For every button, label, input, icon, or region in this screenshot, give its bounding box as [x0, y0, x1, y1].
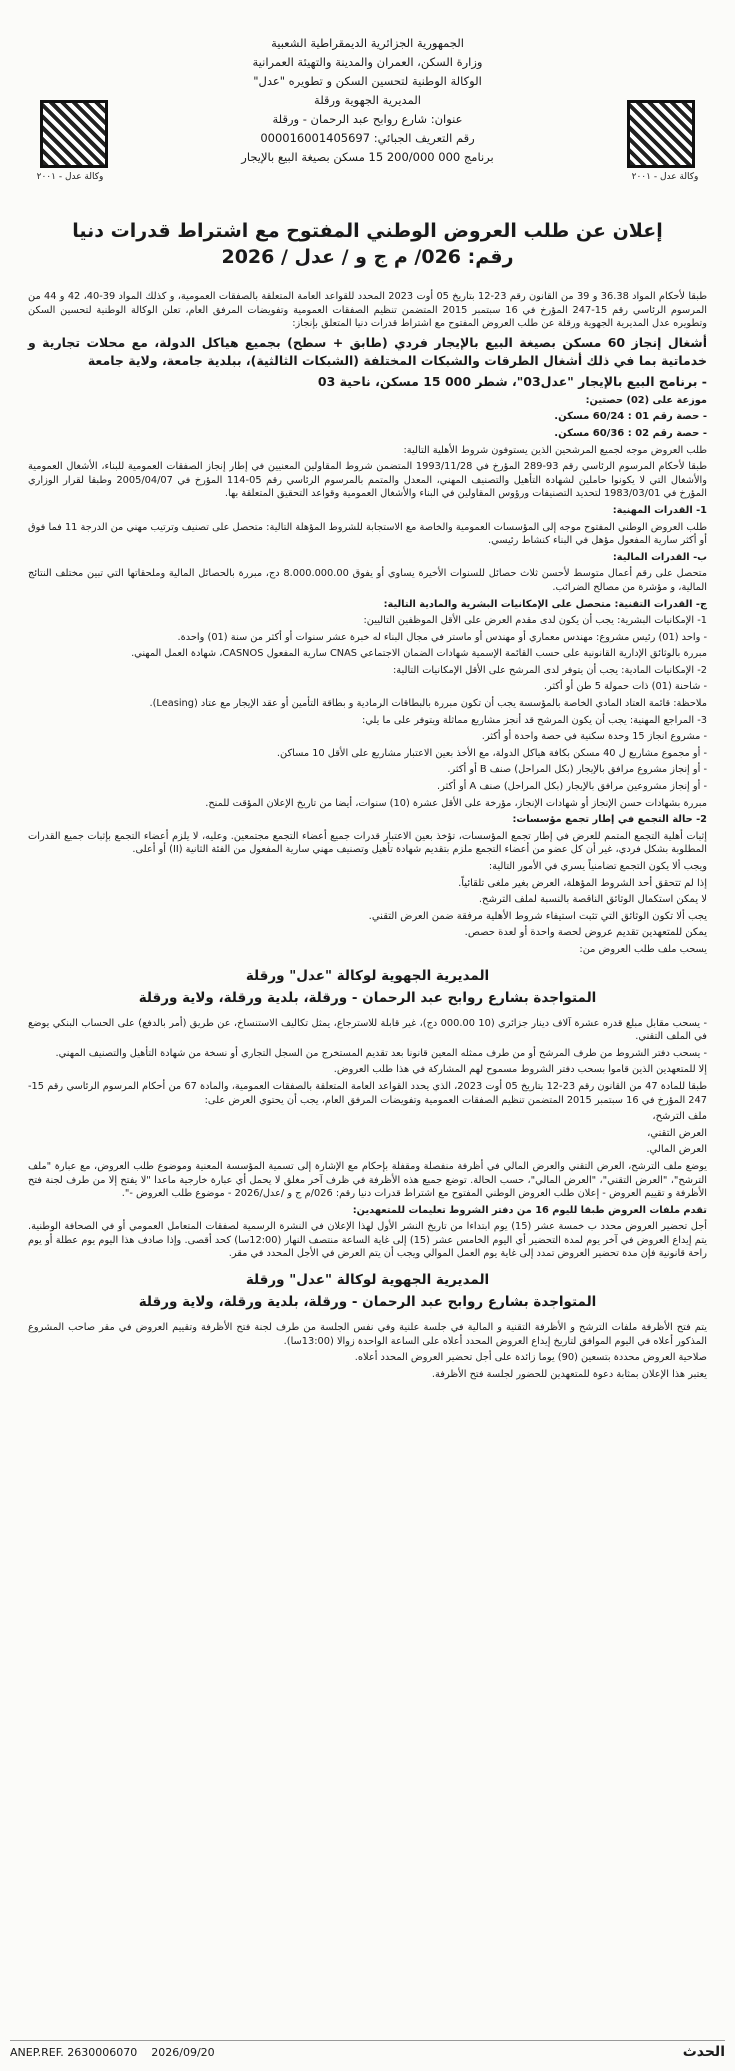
technical-title: ج- القدرات التقنية: متحصل على الإمكانيات البشرية والمادية التالية:	[383, 598, 707, 610]
withdraw-line: يسحب ملف طلب العروض من:	[579, 943, 707, 955]
document-item: العرض التقني،	[647, 1127, 707, 1139]
header-line: المديرية الجهوية ورقلة	[314, 93, 421, 107]
project-description: أشغال إنجاز 60 مسكن بصيغة البيع بالإيجار فردي (طابق + سطح) بجميع هياكل الدولة، مع محلات تجارية و خدماتية بما في ذلك أشغال الطرقات والشبكات المختلفة (الشبكات الثالثية)، ببلدية جامعة، ولاية جامعة	[28, 334, 707, 368]
agency-logo-right	[627, 100, 695, 168]
address-block-2	[28, 1269, 707, 1313]
address-line: المديرية الجهوية لوكالة "عدل" ورقلة	[245, 1272, 490, 1289]
technical-item: - أو مجموع مشاريع ل 40 مسكن بكافة هياكل الدولة، مع الأخذ بعين الاعتبار مشاريع على الأقل 10 مساكن.	[276, 747, 707, 759]
payment-item: - يسحب دفتر الشروط من طرف المرشح أو من طرف ممثله المعين قانونا بعد تقديم المستخرج من السجل التجاري أو نسخة من شهادة التأهيل والتصنيف المهني.	[55, 1047, 707, 1059]
exclusions-intro: ويجب ألا يكون التجمع تضامنياً يسري في الأمور التالية:	[488, 861, 707, 872]
financial-text: متحصل على رقم أعمال متوسط لأحسن ثلاث حصائل للسنوات الأخيرة يساوي أو يفوق 8.000.000.00 دج، مبررة بالحصائل المالية وملحقاتها التي تبين مختلف النتائج المالية، و مؤشرة من مصالح الضرائب.	[28, 568, 707, 593]
capacity-text: طلب العروض الوطني المفتوح موجه إلى المؤسسات العمومية والخاصة مع الاستجابة للشروط المؤهلة التالية: متحصل على تصنيف وترتيب مهني من الدرجة 11 فما فوق أو أكثر سارية المفعول مؤهل في البناء كنشاط رئيسي.	[28, 521, 707, 547]
logo-caption-right: وكالة عدل - ٢٠٠١	[631, 172, 699, 182]
technical-item: 2- الإمكانيات المادية: يجب أن يتوفر لدى المرشح على الأقل الإمكانيات التالية:	[392, 664, 707, 676]
intro-paragraph: طبقا لأحكام المواد 36.38 و 39 من القانون رقم 23-12 بتاريخ 05 أوت 2023 المحدد للقواعد العامة المتعلقة بالصفقات العمومية، و كذلك المواد 39-40، 42 و 44 من المرسوم الرئاسي رقم 15-247 المؤرخ في 16 سبتمبر 2015 المتضمن تنظيم الصفقات العمومية وتفويضات المرفق العام، تعلن الوكالة الوطنية لتحسين السكن وتطويره عدل المديرية الجهوية ورقلة عن طلب العروض المفتوح مع اشتراط قدرات دنيا المتعلق بإنجاز:	[28, 291, 708, 330]
document-item: العرض المالي.	[646, 1144, 707, 1156]
technical-item: مبررة بالوثائق الإدارية القانونية على حسب القائمة الإسمية شهادات الضمان الاجتماعي CNAS سارية المفعول CASNOS، شهادة العمل المهني.	[131, 648, 707, 660]
validity-text: صلاحية العروض محددة بتسعين (90) يوما زائدة على أجل تحضير العروض المحدد أعلاه.	[354, 1352, 707, 1364]
lot-item: - حصة رقم 02 : 60/36 مسكن.	[554, 427, 707, 439]
opening-text: يتم فتح الأظرفة ملفات الترشح و الأظرفة التقنية و المالية في جلسة علنية وفي نفس الجلسة من طرف لجنة فتح الأظرفة وتقييم العروض في مقر صاحب المشروع المذكور أعلاه في اليوم الموافق لتاريخ إيداع العروض المحدد أعلاه على الساعة الواحدة زوالا (13:00سا).	[28, 1322, 707, 1347]
technical-item: 3- المراجع المهنية: يجب أن يكون المرشح قد أنجز مشاريع مماثلة ويتوفر على ما يلي:	[361, 714, 707, 726]
exclusion-item: يمكن للمتعهدين تقديم عروض لحصة واحدة أو لعدة حصص.	[464, 927, 707, 939]
title-line-1: إعلان عن طلب العروض الوطني المفتوح مع اشتراط قدرات دنيا	[72, 220, 663, 242]
financial-title: ب- القدرات المالية:	[612, 551, 707, 563]
exclusion-item: لا يمكن استكمال الوثائق الناقصة بالنسبة لملف الترشح.	[478, 894, 707, 906]
logo-caption-left: وكالة عدل - ٢٠٠١	[36, 172, 104, 182]
header-block	[150, 34, 585, 167]
technical-item: - أو إنجاز مشروع مرافق بالإيجار (بكل المراحل) صنف B أو أكثر.	[447, 764, 707, 776]
technical-item: - شاحنة (01) ذات حمولة 5 طن أو أكثر.	[543, 681, 707, 693]
announcement-body	[28, 290, 707, 1384]
lot-item: - حصة رقم 01 : 60/24 مسكن.	[554, 411, 707, 423]
address-line: المديرية الجهوية لوكالة "عدل" ورقلة	[245, 967, 490, 984]
capacity-title: 1- القدرات المهنية:	[612, 504, 707, 516]
newspaper-brand: الحدث	[682, 2044, 725, 2060]
documents-intro: طبقا للمادة 47 من القانون رقم 23-12 بتاريخ 05 أوت 2023، الذي يحدد القواعد العامة المتعلقة بالصفقات العمومية، والمادة 67 من أحكام المرسوم الرئاسي رقم 15-247 المؤرخ في 16 سبتمبر 2015 المتضمن تنظيم الصفقات العمومية وتفويضات المرفق العام، يجب أن يحتوي العرض على:	[28, 1080, 708, 1106]
lots-title: موزعة على (02) حصتين:	[585, 394, 707, 406]
address-block-1	[28, 965, 707, 1009]
address-line: المتواجدة بشارع روابح عبد الرحمان - ورقلة، بلدية ورقلة، ولاية ورقلة	[138, 989, 597, 1006]
envelope-text: يوضع ملف الترشح، العرض التقني والعرض المالي في أظرفة منفصلة ومقفلة بإحكام مع الإشارة إلى تسمية المؤسسة المعنية وموضوع طلب العروض، مع عبارة "ملف الترشح"، "العرض التقني"، "العرض المالي"، حسب الحالة. توضع جميع هذه الأظرفة في ظرف آخر مغلق لا يحمل أي عبارة خارجية ماعدا "لا يفتح إلا من طرف لجنة فتح الأظرفة و تقييم العروض - إعلان طلب العروض الوطني المفتوح مع اشتراط قدرات دنيا رقم: 026/م ج و /عدل/2026 - موضوع طلب العروض -".	[28, 1160, 707, 1200]
title-line-2: رقم: 026/ م ج و / عدل / 2026	[221, 246, 514, 268]
invitation-text: يعتبر هذا الإعلان بمثابة دعوة للمتعهدين للحضور لجلسة فتح الأظرفة.	[431, 1368, 707, 1380]
technical-item: - أو إنجاز مشروعين مرافق بالإيجار (بكل المراحل) صنف A أو أكثر.	[436, 781, 707, 793]
header-line: برنامج 000 200/000 15 مسكن بصيغة البيع بالإيجار	[241, 150, 494, 164]
technical-item: ملاحظة: قائمة العتاد المادي الخاصة بالمؤسسة يجب أن تكون مبررة بالبطاقات الرمادية و بطاقة التأمين أو عقد الإيجار مع عتاد (Leasing).	[149, 698, 707, 710]
address-line: المتواجدة بشارع روابح عبد الرحمان - ورقلة، بلدية ورقلة، ولاية ورقلة	[138, 1294, 597, 1311]
exclusion-item: يجب ألا تكون الوثائق التي تثبت استيفاء شروط الأهلية مرفقة ضمن العرض التقني.	[368, 910, 707, 922]
announcement-title	[30, 218, 705, 270]
document-item: ملف الترشح،	[652, 1111, 707, 1123]
technical-item: - واحد (01) رئيس مشروع: مهندس معماري أو مهندس أو ماستر في مجال البناء له خبرة عشر سنوات أو أكثر من سنة (01) واحدة.	[177, 631, 707, 643]
header-line: عنوان: شارع روابح عبد الرحمان - ورقلة	[272, 112, 463, 126]
header-line: الوكالة الوطنية لتحسين السكن و تطويره "عدل"	[253, 74, 482, 88]
program-line: - برنامج البيع بالإيجار "عدل03"، شطر 000 15 مسكن، ناحية 03	[317, 373, 707, 389]
group-text: إثبات أهلية التجمع المتمم للعرض في إطار تجمع المؤسسات، تؤخذ بعين الاعتبار قدرات جميع أعضاء التجمع مجتمعين. وعليه، لا يلزم أعضاء التجمع بإثبات جميع القدرات المطلوبة بشكل فردي، غير أن كل عضو من أعضاء التجمع ملزم بتقديم شهادة تأهيل وتصنيف مهني سارية المفعول من الفئة الثانية (II) أو أعلى.	[28, 830, 707, 856]
publication-date: 2026/09/20	[151, 2045, 215, 2059]
anep-reference: ANEP.REF. 2630006070	[10, 2045, 138, 2059]
header-line: وزارة السكن، العمران والمدينة والتهيئة العمرانية	[252, 55, 483, 69]
conditions-intro: طلب العروض موجه لجميع المرشحين الذين يستوفون شروط الأهلية التالية:	[403, 444, 707, 456]
header-line: الجمهورية الجزائرية الديمقراطية الشعبية	[271, 36, 464, 50]
conditions-text: طبقا لأحكام المرسوم الرئاسي رقم 93-289 المؤرخ في 1993/11/28 المتضمن شروط المقاولين المعنيين في إطار إنجاز الصفقات العمومية للبناء، الأشغال العمومية والأشغال التي لا يكونوا حاملين لشهادة التأهيل والتصنيف المهني، المعدل والمتمم بالمرسوم الرئاسي رقم 05-114 المؤرخ في 2005/04/07 وطبقا لقرار الوزاري المؤرخ في 1983/03/01 لتحديد التصنيفات ورؤوس المقاولين في البناء والأشغال العمومية وقواعد التحقيق المتعلقة بها.	[28, 461, 708, 500]
header-line: رقم التعريف الجبائي: 000016001405697	[260, 131, 475, 145]
technical-item: - مشروع انجاز 15 وحدة سكنية في حصة واحدة أو أكثر.	[481, 731, 707, 743]
exclusion-item: إذا لم تتحقق أحد الشروط المؤهلة، العرض بغير ملغى تلقائياً.	[458, 877, 707, 889]
agency-logo-left	[40, 100, 108, 168]
footer-bar	[10, 2040, 725, 2063]
technical-item: 1- الإمكانيات البشرية: يجب أن يكون لدى مقدم العرض على الأقل الموظفين التاليين:	[363, 615, 707, 627]
deadline-title: تقدم ملفات العروض طبقا لليوم 16 من دفتر الشروط تعليمات للمتعهدين:	[352, 1204, 707, 1216]
deadline-text: أجل تحضير العروض محدد ب خمسة عشر (15) يوم ابتداءا من تاريخ النشر الأول لهذا الإعلان في النشرة الرسمية لصفقات المتعامل العمومي أو في الصحافة الوطنية. يتم إيداع العروض في آخر يوم لمدة التحضير أي اليوم الخامس عشر (15) إلى غاية الساعة منتصف النهار (12:00سا) كحد أقصى. وإذا صادف هذا اليوم يوم عطلة أو يوم راحة قانونية فإن مدة تحضير العروض تمدد إلى غاية يوم العمل الموالي ويجب أن يتم العرض في الأجل المحدد في مقر.	[28, 1221, 708, 1260]
payment-item: - يسحب مقابل مبلغ قدره عشرة آلاف دينار جزائري (10 000.00 دج)، غير قابلة للاسترجاع، يمثل تكاليف الاستنساخ، عن طريق (أمر بالدفع) على الحساب البنكي يوضع في الملف التقني.	[28, 1017, 707, 1043]
technical-item: مبررة بشهادات حسن الإنجاز أو شهادات الإنجاز، مؤرخة على الأقل عشرة (10) سنوات، أيضا من تاريخ الإعلان المؤقت للمنح.	[205, 797, 707, 809]
payment-item: إلا للمتعهدين الذين قاموا بسحب دفتر الشروط مسموح لهم المشاركة في هذا طلب العروض.	[333, 1064, 707, 1076]
group-title: 2- حالة التجمع في إطار تجمع مؤسسات:	[512, 814, 707, 826]
